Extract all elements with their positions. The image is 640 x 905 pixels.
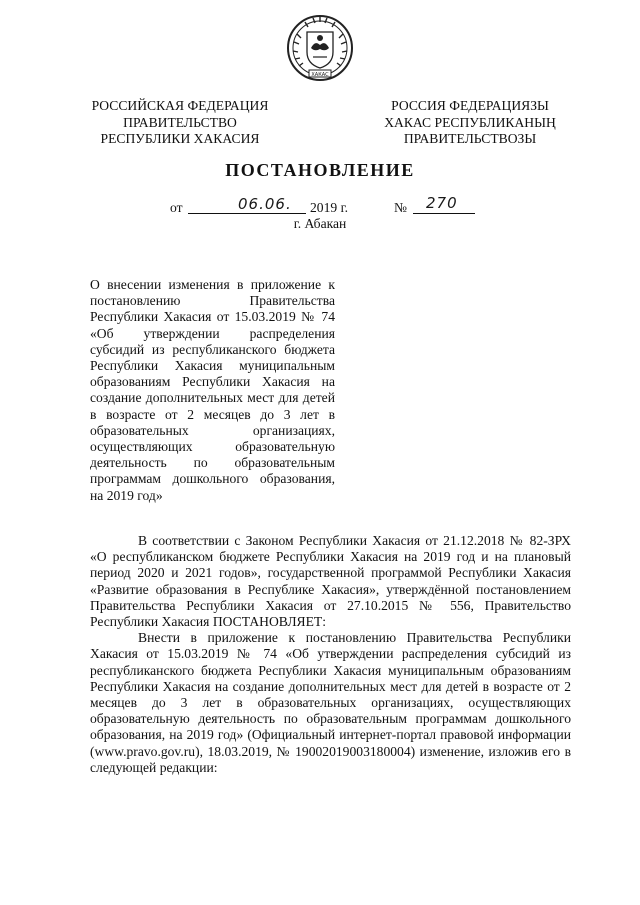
handwritten-date: 06.06.	[238, 195, 292, 213]
header-right-line3: ПРАВИТЕЛЬСТВОЗЫ	[403, 131, 537, 146]
city: г. Абакан	[293, 216, 347, 231]
number-underline	[413, 213, 475, 214]
paragraph-1: В соответствии с Законом Республики Хакасия от 21.12.2018 № 82-ЗРХ «О республиканском бюджете Республики Хакасия на 2019 год и на плановый период 2020 и 2021 годов», государственной программой Республики Хакасия «Развитие образования в Республике Хакасия», утверждённой постановлением Правительства Республики Хакасия от 27.10.2015 № 556, Правительство Республики Хакасия ПОСТАНОВЛЯЕТ:	[90, 533, 571, 630]
year: 2019 г.	[310, 200, 349, 215]
number-prefix: №	[394, 200, 407, 215]
header-left-line1: РОССИЙСКАЯ ФЕДЕРАЦИЯ	[91, 98, 269, 113]
header-left-line3: РЕСПУБЛИКИ ХАКАСИЯ	[100, 131, 260, 146]
date-underline	[188, 213, 306, 214]
emblem-ribbon-text: ХАКАС	[311, 72, 329, 78]
document-subject: О внесении изменения в приложение к постановлению Правительства Республики Хакасия от 15.03.2019 № 74 «Об утверждении распределения субсидий из республиканского бюджета Республики Хакасия муниципальным образованиям Республики Хакасия на создание дополнительных мест для детей в возрасте от 2 месяцев до 3 лет в образовательных организациях, осуществляющих образовательную деятельность по образовательным программам дошкольного образования, на 2019 год»	[90, 277, 335, 503]
paragraph-2: Внести в приложение к постановлению Правительства Республики Хакасия от 15.03.2019 № 74 «Об утверждении распределения субсидий из республиканского бюджета Республики Хакасия муниципальным образованиям Республики Хакасия на создание дополнительных мест для детей в возрасте от 2 месяцев до 3 лет в образовательных организациях, осуществляющих образовательную деятельность по образовательным программам дошкольного образования, на 2019 год» (Официальный интернет-портал правовой информации (www.pravo.gov.ru), 18.03.2019, № 19002019003180004) изменение, изложив его в следующей редакции:	[90, 630, 571, 775]
date-prefix: от	[170, 200, 183, 215]
header-right-line1: РОССИЯ ФЕДЕРАЦИЯЗЫ	[391, 98, 549, 113]
header-left	[80, 98, 280, 148]
header-right-line2: ХАКАС РЕСПУБЛИКАНЫҢ	[384, 114, 556, 130]
document-title: ПОСТАНОВЛЕНИЕ	[225, 160, 415, 180]
header-right	[360, 98, 580, 148]
coat-of-arms-icon	[285, 12, 355, 84]
handwritten-number: 270	[426, 194, 458, 212]
document-body	[90, 533, 571, 776]
header-left-line2: ПРАВИТЕЛЬСТВО	[123, 114, 237, 130]
